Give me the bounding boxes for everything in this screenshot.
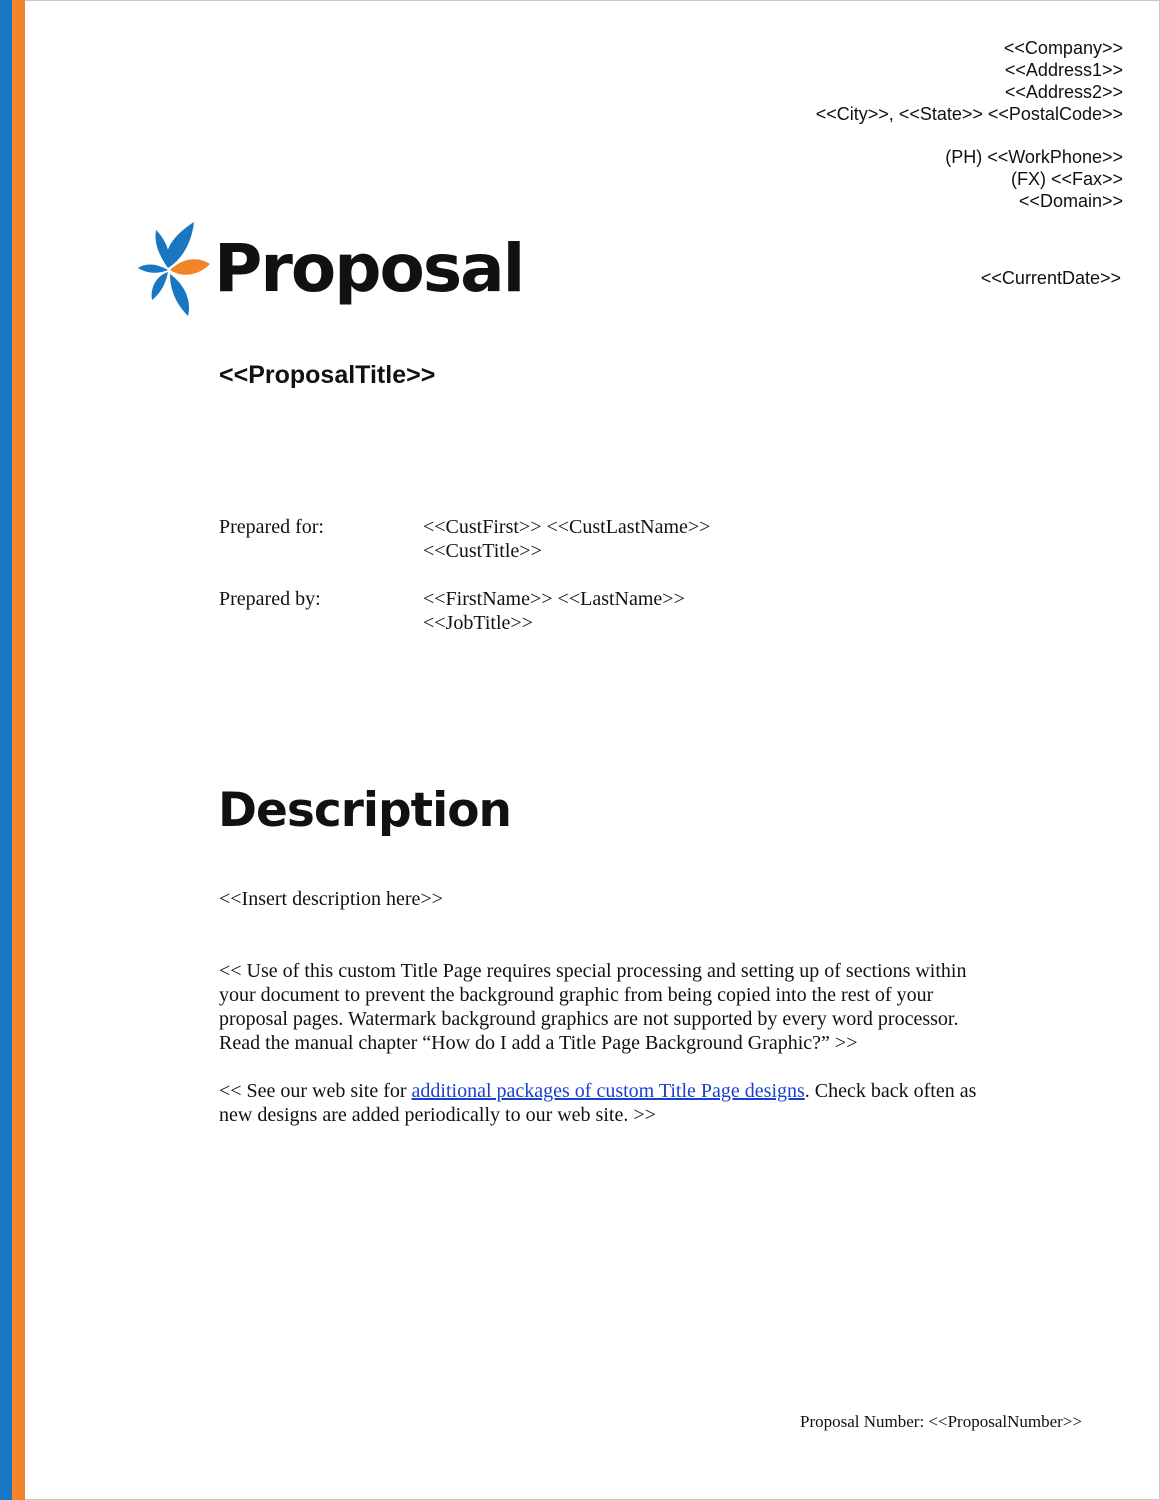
pinwheel-flower-icon — [138, 218, 212, 320]
website-paragraph — [219, 1079, 1019, 1127]
author-job-title: <<JobTitle>> — [423, 612, 533, 634]
logo-petal — [156, 230, 170, 268]
company-contact-block — [816, 37, 1123, 212]
link-prefix-text: << See our web site for — [219, 1080, 412, 1102]
company-name: <<Company>> — [1003, 38, 1123, 58]
customer-name: <<CustFirst>> <<CustLastName>> — [423, 516, 711, 538]
domain: <<Domain>> — [1018, 191, 1123, 211]
contact-spacer — [816, 125, 1123, 146]
prepared-for-label: Prepared for: — [219, 516, 324, 538]
address-line-1: <<Address1>> — [1004, 60, 1123, 80]
author-name: <<FirstName>> <<LastName>> — [423, 588, 685, 610]
description-placeholder: <<Insert description here>> — [219, 888, 443, 910]
paragraph-line: your document to prevent the background graphic from being copied into the rest of your — [219, 984, 934, 1006]
proposal-number-footer: Proposal Number: <<ProposalNumber>> — [800, 1412, 1082, 1431]
work-phone: (PH) <<WorkPhone>> — [945, 147, 1123, 167]
title-page-designs-link[interactable]: additional packages of custom Title Page designs — [411, 1080, 805, 1102]
logo-petal — [170, 274, 189, 316]
paragraph-line — [219, 1079, 1019, 1103]
address-line-2: <<Address2>> — [1004, 82, 1123, 102]
fax-number: (FX) <<Fax>> — [1010, 169, 1123, 189]
paragraph-line: new designs are added periodically to our web site. >> — [219, 1104, 656, 1126]
link-suffix-text: . Check back often as — [804, 1080, 977, 1102]
current-date: <<CurrentDate>> — [980, 268, 1121, 288]
prepared-for-values — [423, 515, 710, 563]
city-state-postal: <<City>>, <<State>> <<PostalCode>> — [815, 104, 1123, 124]
left-orange-stripe — [12, 0, 25, 1500]
logo-petal — [152, 272, 168, 300]
proposal-title: <<ProposalTitle>> — [219, 361, 436, 389]
logo-petal — [138, 265, 168, 273]
paragraph-line: Read the manual chapter “How do I add a Title Page Background Graphic?” >> — [219, 1032, 858, 1054]
prepared-by-values — [423, 587, 685, 635]
logo-wordmark: Proposal — [214, 230, 524, 307]
paragraph-line: proposal pages. Watermark background graphics are not supported by every word processor. — [219, 1008, 959, 1030]
paragraph-line: << Use of this custom Title Page requires special processing and setting up of sections within — [219, 960, 967, 982]
left-blue-stripe — [0, 0, 12, 1500]
description-heading: Description — [218, 783, 511, 838]
instructions-paragraph — [219, 959, 1019, 1055]
prepared-by-label: Prepared by: — [219, 588, 321, 610]
customer-title: <<CustTitle>> — [423, 540, 542, 562]
